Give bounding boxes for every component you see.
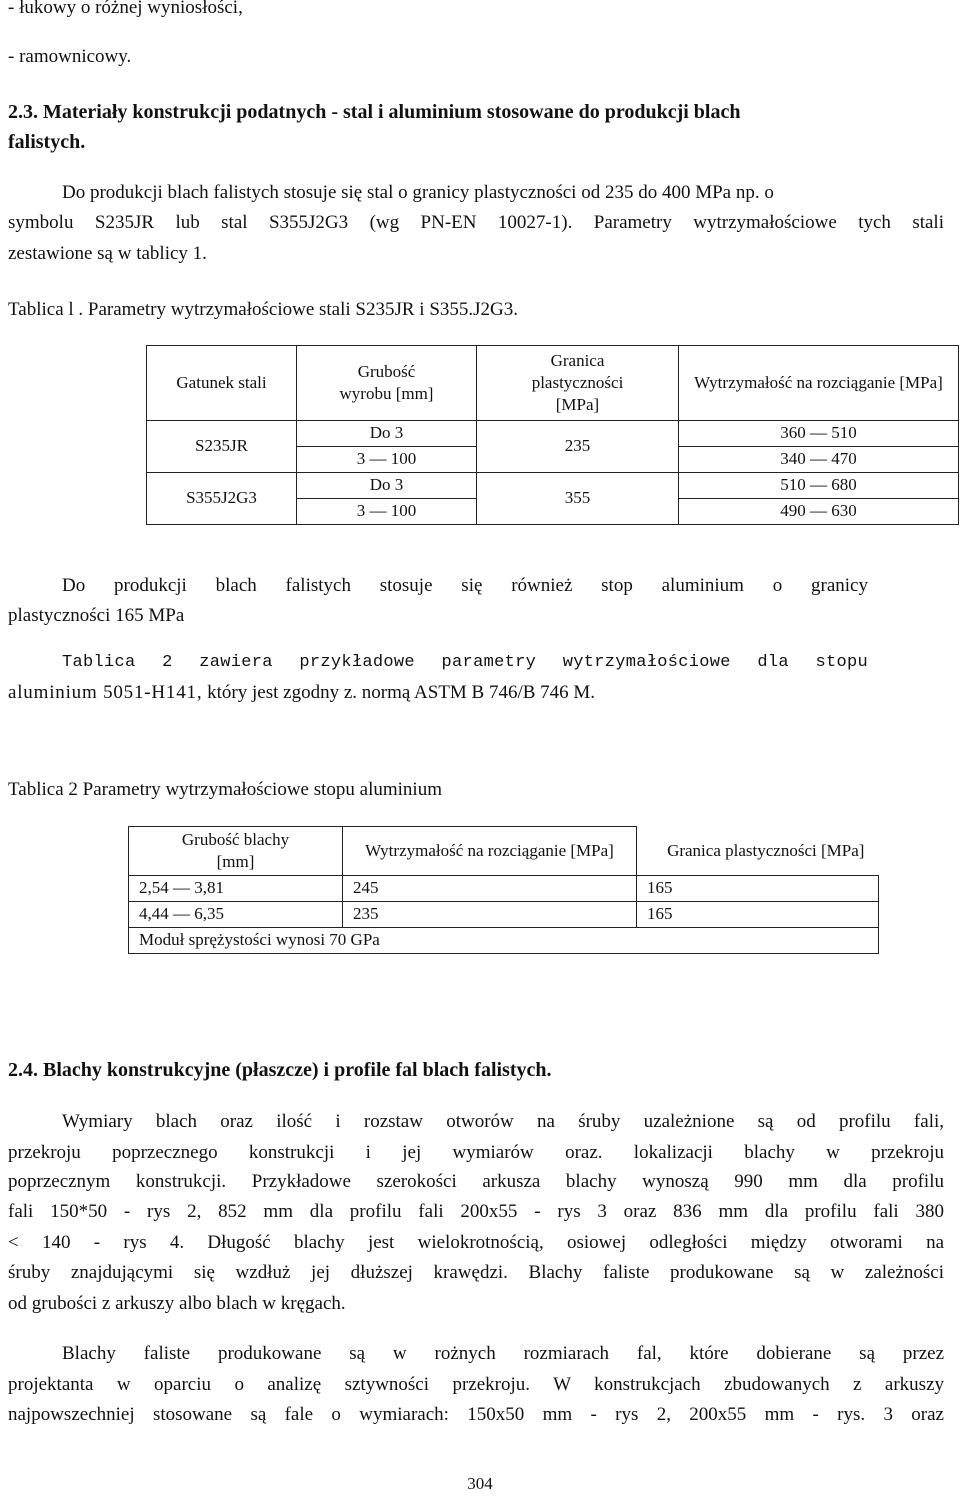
table2-cell-strength: 245 (343, 876, 637, 902)
table-row (147, 421, 959, 447)
paragraph-line: Do produkcji blach falistych stosuje się stal o granicy plastyczności od 235 do 400 MPa np. o (62, 182, 774, 203)
table1 (146, 345, 959, 525)
table2-caption: Tablica 2 Parametry wytrzymałościowe stopu aluminium (8, 779, 442, 800)
list-item: - ramownicowy. (8, 46, 132, 67)
paragraph-line: od grubości z arkuszy albo blach w kręgach. (8, 1293, 346, 1314)
table1-cell-yield: 235 (477, 421, 679, 473)
table2-header-thickness: Grubość blachy [mm] (129, 827, 343, 876)
table2-header-yield: Granica plastyczności [MPa] (667, 840, 865, 860)
section-heading-2-3-cont: falistych. (8, 131, 86, 153)
table2-header-strength: Wytrzymałość na rozciąganie [MPa] (343, 827, 637, 876)
table2 (128, 826, 879, 954)
paragraph-line: najpowszechniej stosowane są fale o wymiarach: 150x50 mm - rys 2, 200x55 mm - rys. 3 oraz (8, 1404, 944, 1425)
table1-header-grade: Gatunek stali (147, 346, 297, 421)
page-number: 304 (467, 1474, 493, 1493)
paragraph-line: przekroju poprzecznego konstrukcji i jej wymiarów oraz. lokalizacji blachy w przekroju (8, 1142, 944, 1163)
paragraph-line: Tablica 2 zawiera przykładowe parametry wytrzymałościowe dla stopu (62, 653, 868, 672)
section-heading-2-3: 2.3. Materiały konstrukcji podatnych - stal i aluminium stosowane do produkcji blach (8, 101, 741, 123)
paragraph-line: symbolu S235JR lub stal S355J2G3 (wg PN-EN 10027-1). Parametry wytrzymałościowe tych stali (8, 212, 944, 233)
table1-cell-thickness: 3 — 100 (297, 499, 477, 525)
section-heading-2-4: 2.4. Blachy konstrukcyjne (płaszcze) i profile fal blach falistych. (8, 1059, 552, 1081)
paragraph-line: Wymiary blach oraz ilość i rozstaw otworów na śruby uzależnione są od profilu fali, (62, 1111, 944, 1132)
table-row (129, 928, 879, 954)
paragraph-line: Blachy faliste produkowane są w rożnych rozmiarach fal, które dobierane są przez (62, 1343, 944, 1364)
paragraph-line: poprzecznym konstrukcji. Przykładowe szerokości arkusza blachy wynoszą 990 mm dla profilu (8, 1171, 944, 1192)
table1-cell-strength: 340 — 470 (679, 447, 959, 473)
table1-cell-strength: 490 — 630 (679, 499, 959, 525)
table1-cell-thickness: Do 3 (297, 473, 477, 499)
table2-cell-strength: 235 (343, 902, 637, 928)
paragraph-line: plastyczności 165 MPa (8, 605, 185, 626)
paragraph-line (8, 680, 595, 707)
paragraph-line: < 140 - rys 4. Długość blachy jest wielokrotnością, osiowej odległości między otworami na (8, 1232, 944, 1253)
table-row (129, 902, 879, 928)
table1-cell-thickness: 3 — 100 (297, 447, 477, 473)
paragraph-fragment: który jest zgodny z. normą ASTM B 746/B 746 M. (202, 682, 596, 703)
table2-footer: Moduł sprężystości wynosi 70 GPa (129, 928, 879, 954)
table1-cell-strength: 510 — 680 (679, 473, 959, 499)
table1-cell-thickness: Do 3 (297, 421, 477, 447)
table-row (147, 473, 959, 499)
paragraph-line: śruby znajdującymi się wzdłuż jej dłuższej krawędzi. Blachy faliste produkowane są w zależności (8, 1262, 944, 1283)
table1-cell-grade: S355J2G3 (147, 473, 297, 525)
table2-cell-thickness: 2,54 — 3,81 (129, 876, 343, 902)
table1-cell-strength: 360 — 510 (679, 421, 959, 447)
paragraph-line: projektanta w oparciu o analizę sztywności przekroju. W konstrukcjach zbudowanych z arkuszy (8, 1374, 944, 1395)
table1-header-thickness: Grubość wyrobu [mm] (297, 346, 477, 421)
table2-cell-yield: 165 (637, 902, 879, 928)
table2-cell-yield: 165 (637, 876, 879, 902)
paragraph-line: fali 150*50 - rys 2, 852 mm dla profilu fali 200x55 - rys 3 oraz 836 mm dla profilu fali 380 (8, 1201, 944, 1222)
table1-header-yield: Granica plastyczności [MPa] (477, 346, 679, 421)
table1-cell-grade: S235JR (147, 421, 297, 473)
list-item: - łukowy o różnej wyniosłości, (8, 0, 243, 18)
table1-cell-yield: 355 (477, 473, 679, 525)
table1-caption: Tablica l . Parametry wytrzymałościowe stali S235JR i S355.J2G3. (8, 299, 519, 320)
table2-cell-thickness: 4,44 — 6,35 (129, 902, 343, 928)
table-row (129, 876, 879, 902)
table1-header-strength: Wytrzymałość na rozciąganie [MPa] (679, 346, 959, 421)
paragraph-line: Do produkcji blach falistych stosuje się również stop aluminium o granicy (62, 575, 868, 596)
paragraph-fragment: aluminium 5051-H141, (8, 682, 203, 703)
paragraph-line: zestawione są w tablicy 1. (8, 243, 207, 264)
